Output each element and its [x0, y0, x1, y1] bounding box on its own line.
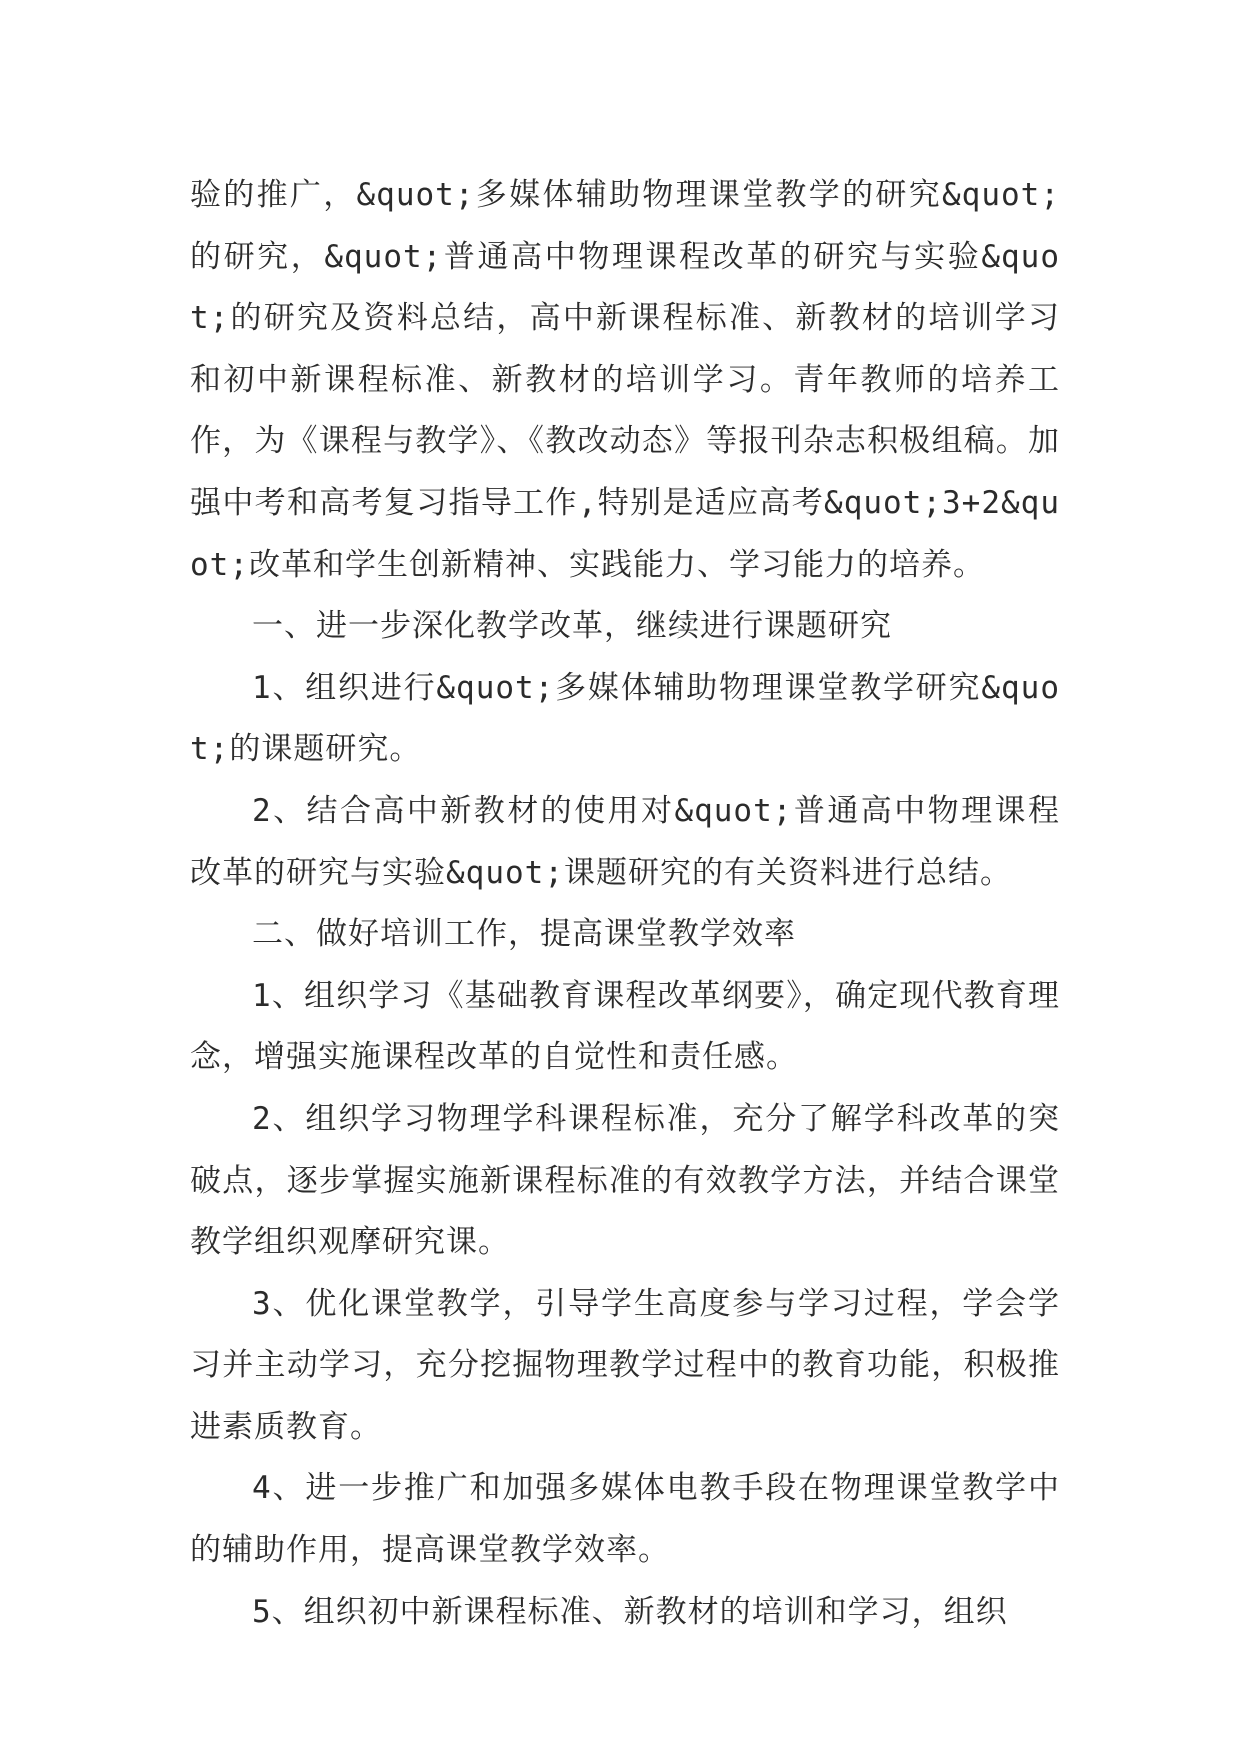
- list-item: 1、组织进行&quot;多媒体辅助物理课堂教学研究&quot;的课题研究。: [190, 669, 1060, 768]
- paragraph-continuation: 验的推广，&quot;多媒体辅助物理课堂教学的研究&quot;的研究，&quot;普通高中物理课程改革的研究与实验&quot;的研究及资料总结，高中新课程标准、新教材的培训学习和初中新课程标准、新教材的培训学习。青年教师的培养工作，为《课程与教学》、《教改动态》等报刊杂志积极组稿。加强中考和高考复习指导工作,特别是适应高考&quot;3+2&quot;改革和学生创新精神、实践能力、学习能力的培养。: [190, 177, 1060, 583]
- list-item: 4、进一步推广和加强多媒体电教手段在物理课堂教学中的辅助作用，提高课堂教学效率。: [190, 1470, 1060, 1569]
- list-item: 2、组织学习物理学科课程标准，充分了解学科改革的突破点，逐步掌握实施新课程标准的有效教学方法，并结合课堂教学组织观摩研究课。: [190, 1100, 1060, 1261]
- list-item: 1、组织学习《基础教育课程改革纲要》，确定现代教育理念，增强实施课程改革的自觉性和责任感。: [190, 977, 1060, 1076]
- list-item: 5、组织初中新课程标准、新教材的培训和学习，组织: [252, 1593, 1008, 1630]
- document-body: [190, 165, 1060, 1643]
- section-heading-2: 二、做好培训工作，提高课堂教学效率: [252, 916, 796, 953]
- section-heading-1: 一、进一步深化教学改革，继续进行课题研究: [252, 608, 892, 645]
- list-item: 3、优化课堂教学，引导学生高度参与学习过程，学会学习并主动学习，充分挖掘物理教学过程中的教育功能，积极推进素质教育。: [190, 1285, 1060, 1445]
- list-item: 2、结合高中新教材的使用对&quot;普通高中物理课程改革的研究与实验&quot;课题研究的有关资料进行总结。: [190, 792, 1060, 891]
